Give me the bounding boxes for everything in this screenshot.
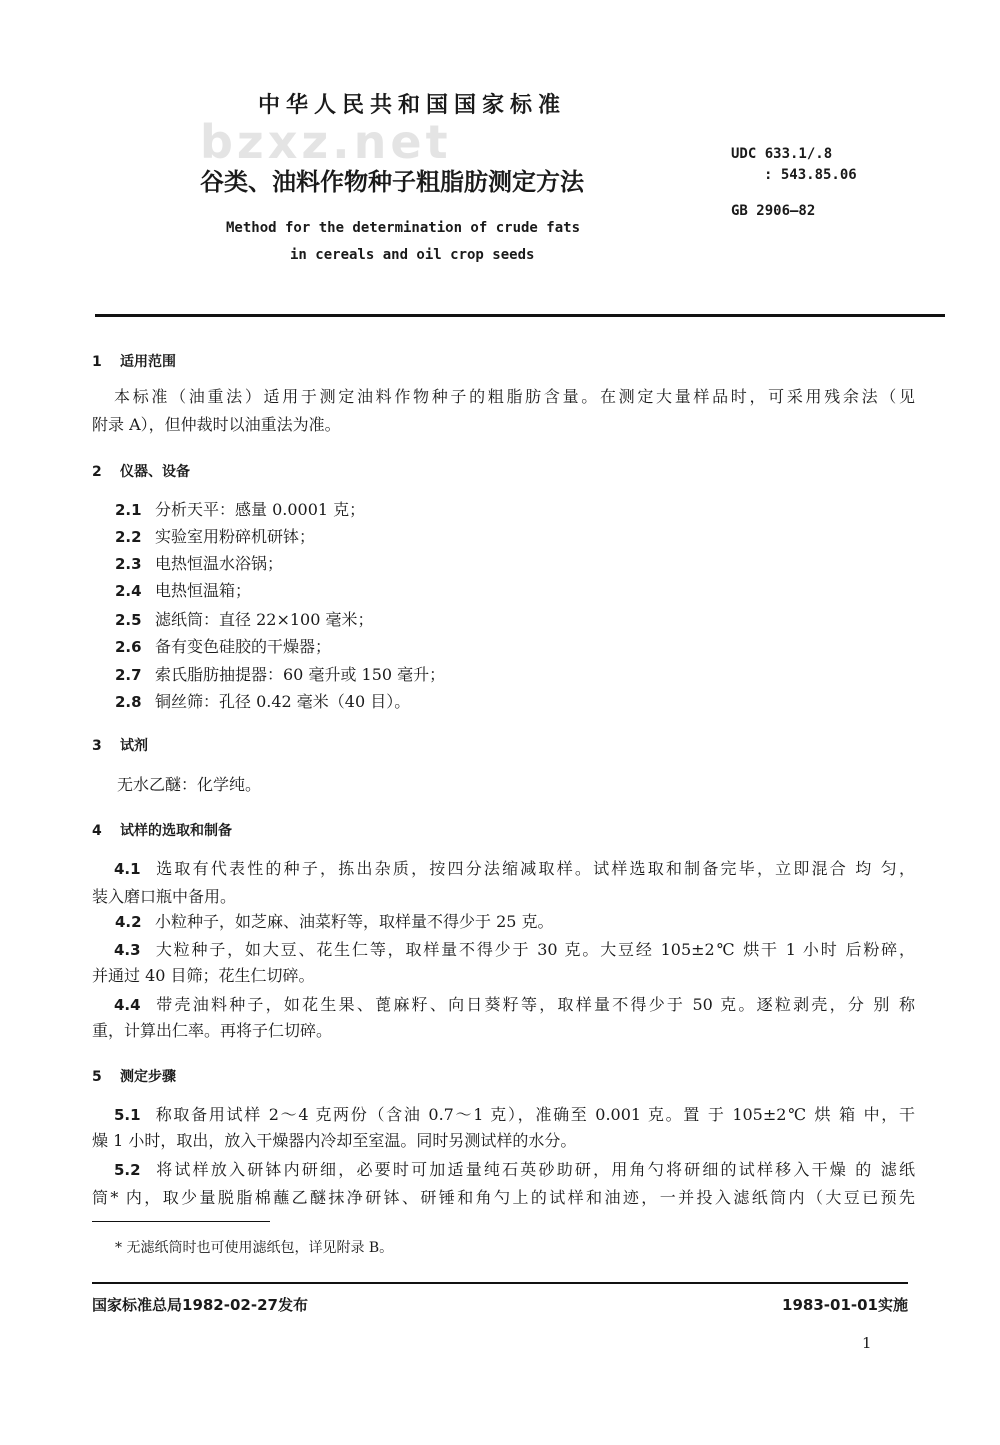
- watermark: bzxz.net: [200, 115, 452, 169]
- header-rule: [95, 314, 945, 317]
- equipment-item: 2.8 铜丝筛：孔径 0.42 毫米（40 目）。: [115, 692, 411, 711]
- equipment-item: 2.1 分析天平：感量 0.0001 克；: [115, 500, 366, 519]
- section-3-heading: 3 试剂: [92, 738, 148, 754]
- udc-code-2: : 543.85.06: [764, 167, 857, 183]
- clause-5-1-line-1: 5.1 称取备用试样 2～4 克两份（含油 0.7～1 克），准确至 0.001 克。置 于 105±2℃ 烘 箱 中，干: [114, 1105, 915, 1124]
- clause-5-2-line-2: 筒* 内，取少量脱脂棉蘸乙醚抹净研钵、研锤和角勺上的试样和油迹，一并投入滤纸筒内（大豆已预先: [92, 1188, 915, 1207]
- issue-date: 国家标准总局1982-02-27发布: [92, 1296, 308, 1314]
- clause-5-2-line-1: 5.2 将试样放入研钵内研细，必要时可加适量纯石英砂助研，用角勺将研细的试样移入干燥 的 滤纸: [114, 1160, 915, 1179]
- section-1-line-2: 附录 A），但仲裁时以油重法为准。: [92, 415, 341, 434]
- clause-4-1-line-2: 装入磨口瓶中备用。: [92, 887, 237, 906]
- document-title-cn: 谷类、油料作物种子粗脂肪测定方法: [200, 168, 584, 196]
- document-title-en-2: in cereals and oil crop seeds: [290, 247, 535, 263]
- page-number: 1: [862, 1334, 872, 1352]
- equipment-item: 2.6 备有变色硅胶的干燥器；: [115, 637, 332, 656]
- clause-4-3-line-2: 并通过 40 目筛；花生仁切碎。: [92, 966, 315, 985]
- section-2-heading: 2 仪器、设备: [92, 464, 190, 480]
- footnote: * 无滤纸筒时也可使用滤纸包，详见附录 B。: [115, 1240, 394, 1256]
- section-3-text: 无水乙醚：化学纯。: [117, 775, 262, 794]
- section-1-line-1: 本标准（油重法）适用于测定油料作物种子的粗脂肪含量。在测定大量样品时，可采用残余法（见: [114, 387, 915, 406]
- clause-4-1-line-1: 4.1 选取有代表性的种子，拣出杂质，按四分法缩减取样。试样选取和制备完毕，立即混合 均 匀，: [114, 859, 915, 878]
- equipment-item: 2.5 滤纸筒：直径 22×100 毫米；: [115, 610, 374, 629]
- footnote-rule: [92, 1221, 270, 1222]
- gb-number: GB 2906—82: [731, 203, 816, 219]
- clause-4-4-line-1: 4.4 带壳油料种子，如花生果、蓖麻籽、向日葵籽等，取样量不得少于 50 克。逐粒剥壳，分 别 称: [114, 995, 915, 1014]
- clause-4-3-line-1: 4.3 大粒种子，如大豆、花生仁等，取样量不得少于 30 克。大豆经 105±2℃ 烘干 1 小时 后粉碎，: [114, 940, 915, 959]
- document-title-en-1: Method for the determination of crude fats: [226, 220, 581, 236]
- section-1-heading: 1 适用范围: [92, 354, 176, 370]
- clause-4-2: 4.2 小粒种子，如芝麻、油菜籽等，取样量不得少于 25 克。: [115, 912, 554, 931]
- section-5-heading: 5 测定步骤: [92, 1069, 176, 1085]
- equipment-item: 2.3 电热恒温水浴锅；: [115, 554, 284, 573]
- udc-code-1: UDC 633.1/.8: [731, 146, 833, 162]
- equipment-item: 2.7 索氏脂肪抽提器：60 毫升或 150 毫升；: [115, 665, 446, 684]
- issuer-heading: 中华人民共和国国家标准: [258, 93, 567, 118]
- equipment-item: 2.4 电热恒温箱；: [115, 581, 252, 600]
- clause-4-4-line-2: 重，计算出仁率。再将子仁切碎。: [92, 1021, 333, 1040]
- section-4-heading: 4 试样的选取和制备: [92, 823, 232, 839]
- footer-rule: [92, 1282, 908, 1284]
- clause-5-1-line-2: 燥 1 小时，取出，放入干燥器内冷却至室温。同时另测试样的水分。: [92, 1131, 577, 1150]
- effective-date: 1983-01-01实施: [782, 1296, 908, 1314]
- equipment-item: 2.2 实验室用粉碎机研钵；: [115, 527, 316, 546]
